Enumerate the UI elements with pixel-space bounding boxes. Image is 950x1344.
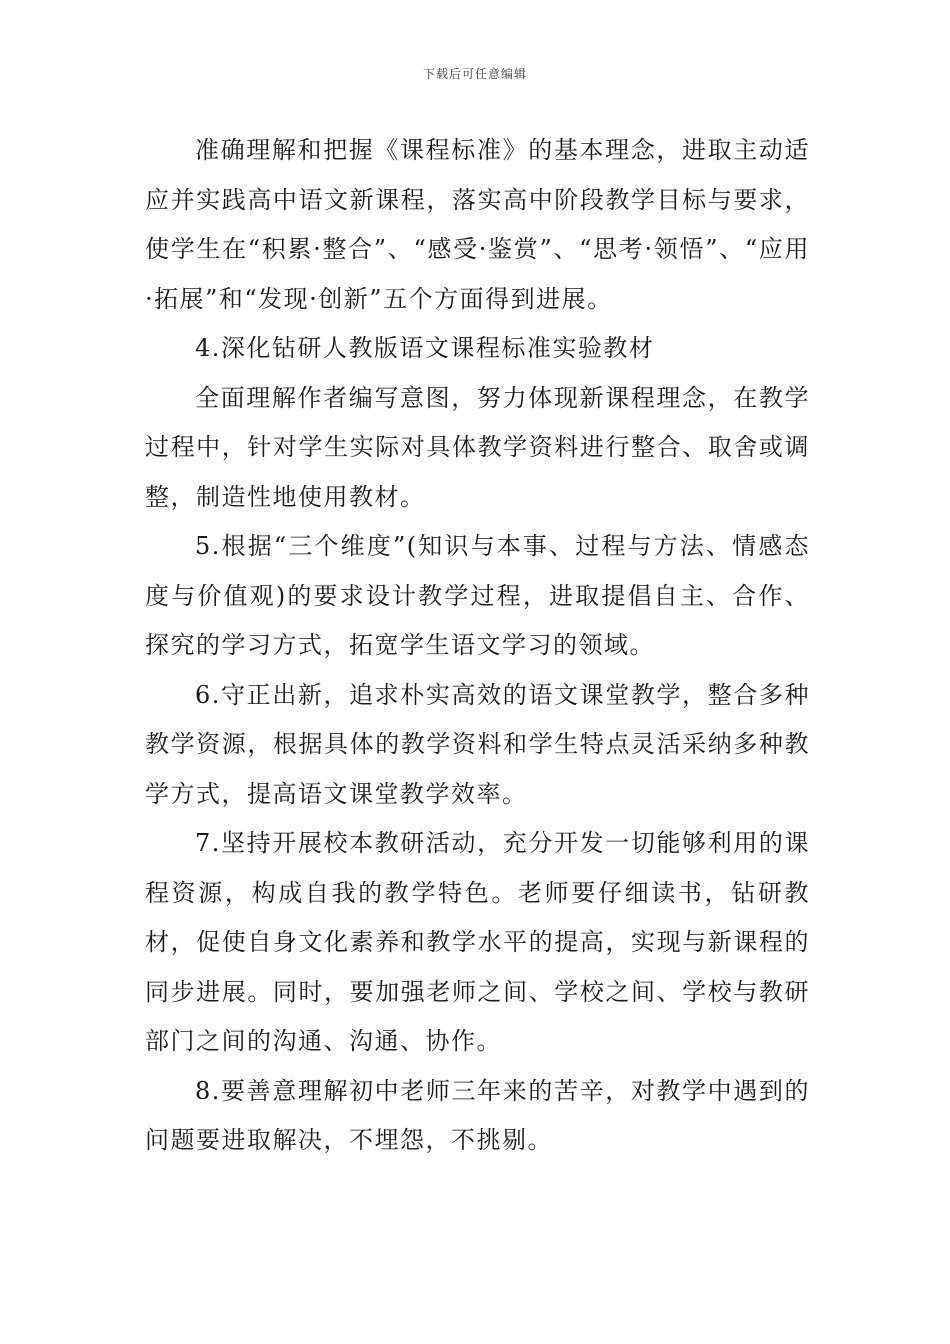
document-body [145,126,810,1166]
paragraph: 8.要善意理解初中老师三年来的苦辛，对教学中遇到的问题要进取解决，不埋怨，不挑剔。 [145,1076,810,1154]
paragraph: 6.守正出新，追求朴实高效的语文课堂教学，整合多种教学资源，根据具体的教学资料和学生特点灵活采纳多种教学方式，提高语文课堂教学效率。 [145,680,810,808]
paragraph: 准确理解和把握《课程标准》的基本理念，进取主动适应并实践高中语文新课程，落实高中阶段教学目标与要求，使学生在“积累·整合”、“感受·鉴赏”、“思考·领悟”、“应用·拓展”和“发现·创新”五个方面得到进展。 [145,136,810,313]
paragraph: 7.坚持开展校本教研活动，充分开发一切能够利用的课程资源，构成自我的教学特色。老师要仔细读书，钻研教材，促使自身文化素养和教学水平的提高，实现与新课程的同步进展。同时，要加强老师之间、学校之间、学校与教研部门之间的沟通、沟通、协作。 [145,829,810,1055]
page-header: 下载后可任意编辑 [422,67,527,81]
paragraph: 全面理解作者编写意图，努力体现新课程理念，在教学过程中，针对学生实际对具体教学资料进行整合、取舍或调整，制造性地使用教材。 [145,383,810,511]
section-heading: 4.深化钻研人教版语文课程标准实验教材 [195,334,655,362]
paragraph: 5.根据“三个维度”(知识与本事、过程与方法、情感态度与价值观)的要求设计教学过程，进取提倡自主、合作、探究的学习方式，拓宽学生语文学习的领域。 [145,532,810,659]
